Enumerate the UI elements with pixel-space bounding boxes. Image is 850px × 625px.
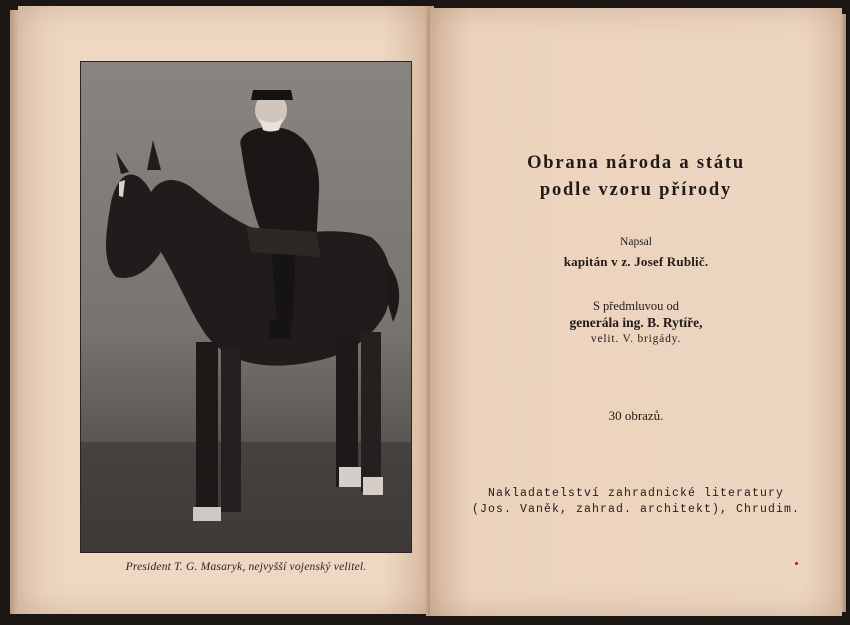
equestrian-portrait-photo	[80, 61, 412, 553]
images-count: 30 obrazů.	[608, 408, 664, 423]
publisher-imprint	[430, 486, 842, 518]
right-page	[430, 8, 842, 616]
foreword-author: generála ing. B. Rytíře,	[569, 315, 703, 330]
publisher-line-1: Nakladatelství zahradnické literatury	[487, 487, 785, 500]
author-name: kapitán v z. Josef Rublič.	[563, 254, 709, 269]
author-label: Napsal	[620, 236, 652, 248]
right-page-edge	[840, 14, 846, 612]
title-line-1: Obrana národa a státu	[527, 153, 745, 173]
photo-caption: President T. G. Masaryk, nejvyšší vojenský velitel.	[125, 561, 367, 573]
book-title	[430, 150, 842, 204]
red-ink-mark	[795, 562, 798, 565]
title-line-2: podle vzoru přírody	[539, 180, 733, 200]
foreword-author-role: velit. V. brigády.	[590, 333, 682, 345]
publisher-line-2: (Jos. Vaněk, zahrad. architekt), Chrudim.	[471, 503, 801, 516]
open-book	[8, 6, 844, 618]
horse-rider-illustration	[81, 62, 411, 552]
foreword-label: S předmluvou od	[592, 299, 680, 313]
left-page	[18, 6, 430, 614]
